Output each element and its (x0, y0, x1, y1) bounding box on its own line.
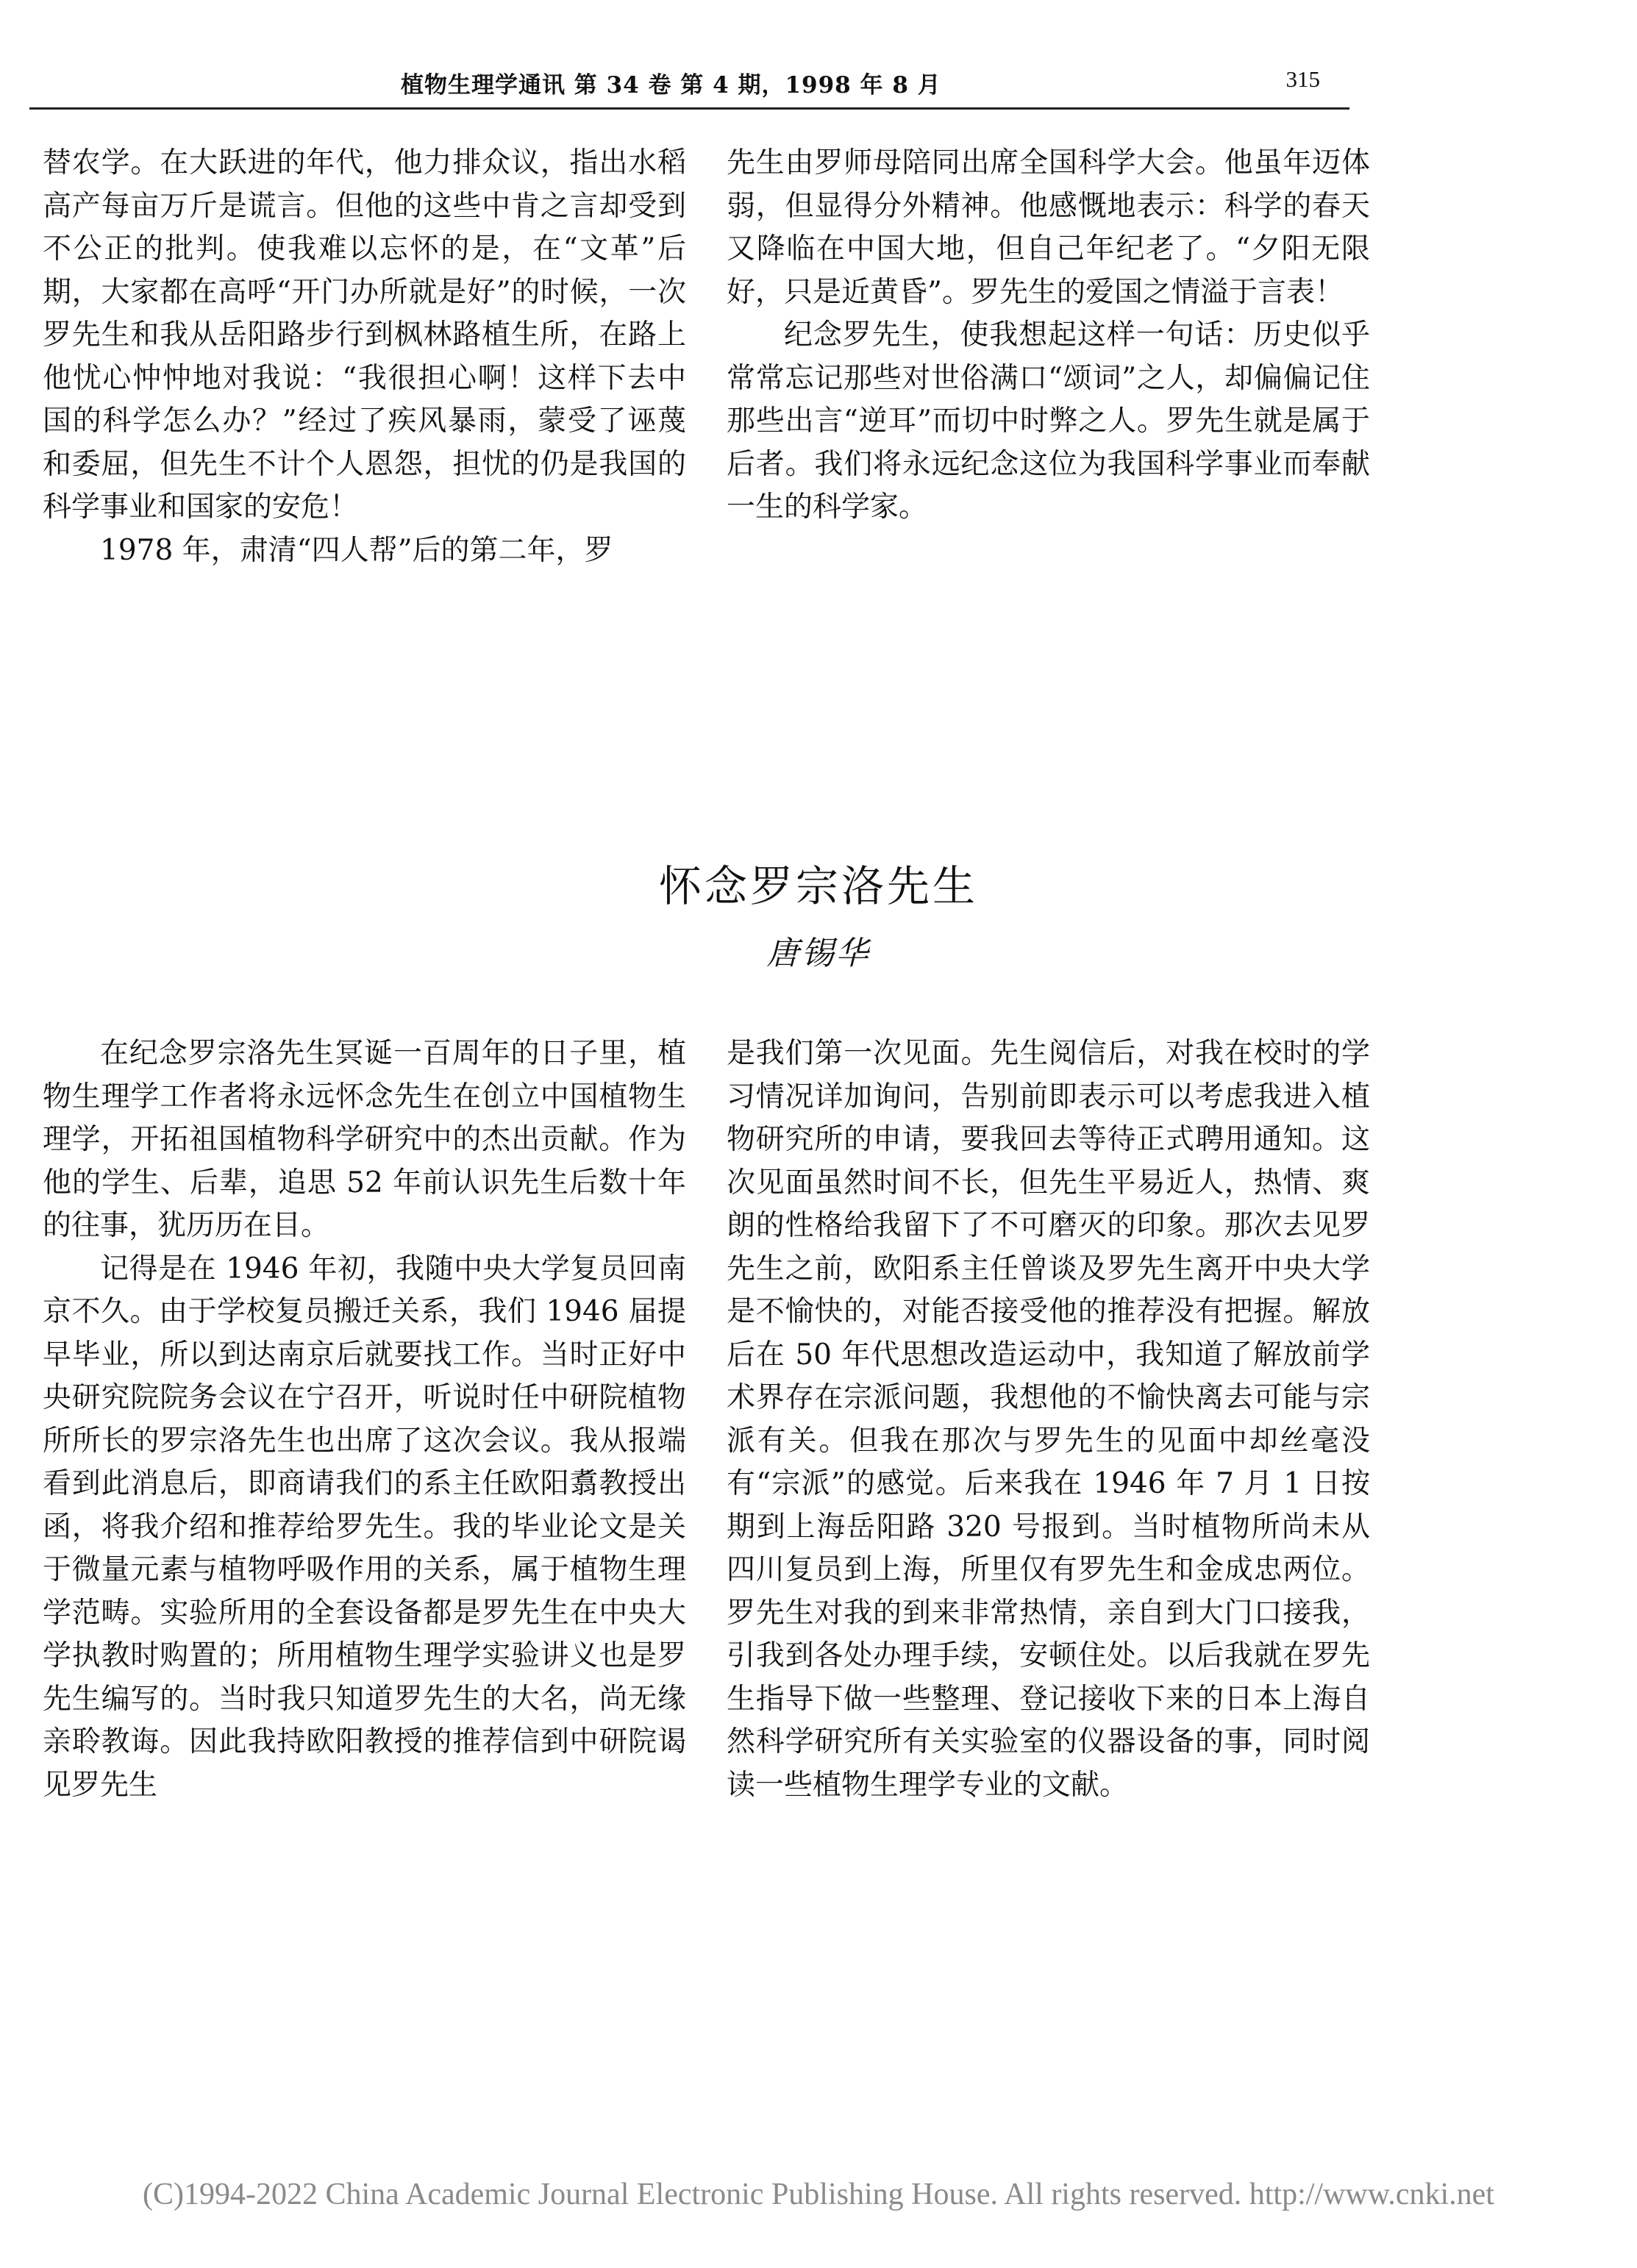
article-author: 唐锡华 (766, 935, 871, 972)
page-header (29, 57, 1320, 101)
copyright-watermark: (C)1994-2022 China Academic Journal Electronic Publishing House. All rights reserved. http://www.cnki.net (143, 2178, 1494, 2211)
paragraph: 是我们第一次见面。先生阅信后，对我在校时的学习情况详加询问，告别前即表示可以考虑我进入植物研究所的申请，要我回去等待正式聘用通知。这次见面虽然时间不长，但先生平易近人，热情、爽朗的性格给我留下了不可磨灭的印象。那次去见罗先生之前，欧阳系主任曾谈及罗先生离开中央大学是不愉快的，对能否接受他的推荐没有把握。解放后在 50 年代思想改造运动中，我知道了解放前学术界存在宗派问题，我想他的不愉快离去可能与宗派有关。但我在那次与罗先生的见面中却丝毫没有“宗派”的感觉。后来我在 1946 年 7 月 1 日按期到上海岳阳路 320 号报到。当时植物所尚未从四川复员到上海，所里仅有罗先生和金成忠两位。罗先生对我的到来非常热情，亲自到大门口接我，引我到各处办理手续，安顿住处。以后我就在罗先生指导下做一些整理、登记接收下来的日本上海自然科学研究所有关实验室的仪器设备的事，同时阅读一些植物生理学专业的文献。 (727, 1037, 1370, 1802)
article-right-column (727, 1033, 1370, 1807)
paragraph: 在纪念罗宗洛先生冥诞一百周年的日子里，植物生理学工作者将永远怀念先生在创立中国植物生理学，开拓祖国植物科学研究中的杰出贡献。作为他的学生、后辈，追思 52 年前认识先生后数十年的往事，犹历历在目。 (43, 1037, 686, 1242)
article-left-column (43, 1033, 686, 1807)
paragraph: 记得是在 1946 年初，我随中央大学复员回南京不久。由于学校复员搬迁关系，我们 1946 届提早毕业，所以到达南京后就要找工作。当时正好中央研究院院务会议在宁召开，听说时任中研院植物所所长的罗宗洛先生也出席了这次会议。我从报端看到此消息后，即商请我们的系主任欧阳翥教授出函，将我介绍和推荐给罗先生。我的毕业论文是关于微量元素与植物呼吸作用的关系，属于植物生理学范畴。实验所用的全套设备都是罗先生在中央大学执教时购置的；所用植物生理学实验讲义也是罗先生编写的。当时我只知道罗先生的大名，尚无缘亲聆教诲。因此我持欧阳教授的推荐信到中研院谒见罗先生 (43, 1252, 686, 1802)
paragraph: 替农学。在大跃进的年代，他力排众议，指出水稻高产每亩万斤是谎言。但他的这些中肯之言却受到不公正的批判。使我难以忘怀的是，在“文革”后期，大家都在高呼“开门办所就是好”的时候，一次罗先生和我从岳阳路步行到枫林路植生所，在路上他忧心忡忡地对我说：“我很担心啊！这样下去中国的科学怎么办？”经过了疾风暴雨，蒙受了诬蔑和委屈，但先生不计个人恩怨，担忧的仍是我国的科学事业和国家的安危！ (43, 146, 686, 524)
previous-article-right-column (727, 142, 1370, 529)
article-title: 怀念罗宗洛先生 (658, 861, 978, 911)
header-rule (29, 107, 1349, 110)
previous-article-left-column (43, 142, 686, 572)
paragraph: 先生由罗师母陪同出席全国科学大会。他虽年迈体弱，但显得分外精神。他感慨地表示：科学的春天又降临在中国大地，但自己年纪老了。“夕阳无限好，只是近黄昏”。罗先生的爱国之情溢于言表！ (727, 146, 1370, 309)
page-number: 315 (1285, 66, 1320, 92)
paragraph: 纪念罗先生，使我想起这样一句话：历史似乎常常忘记那些对世俗满口“颂词”之人，却偏偏记住那些出言“逆耳”而切中时弊之人。罗先生就是属于后者。我们将永远纪念这位为我国科学事业而奉献一生的科学家。 (727, 318, 1370, 524)
paragraph: 1978 年，肃清“四人帮”后的第二年，罗 (100, 533, 613, 567)
journal-citation: 植物生理学通讯 第 34 卷 第 4 期，1998 年 8 月 (401, 72, 941, 99)
